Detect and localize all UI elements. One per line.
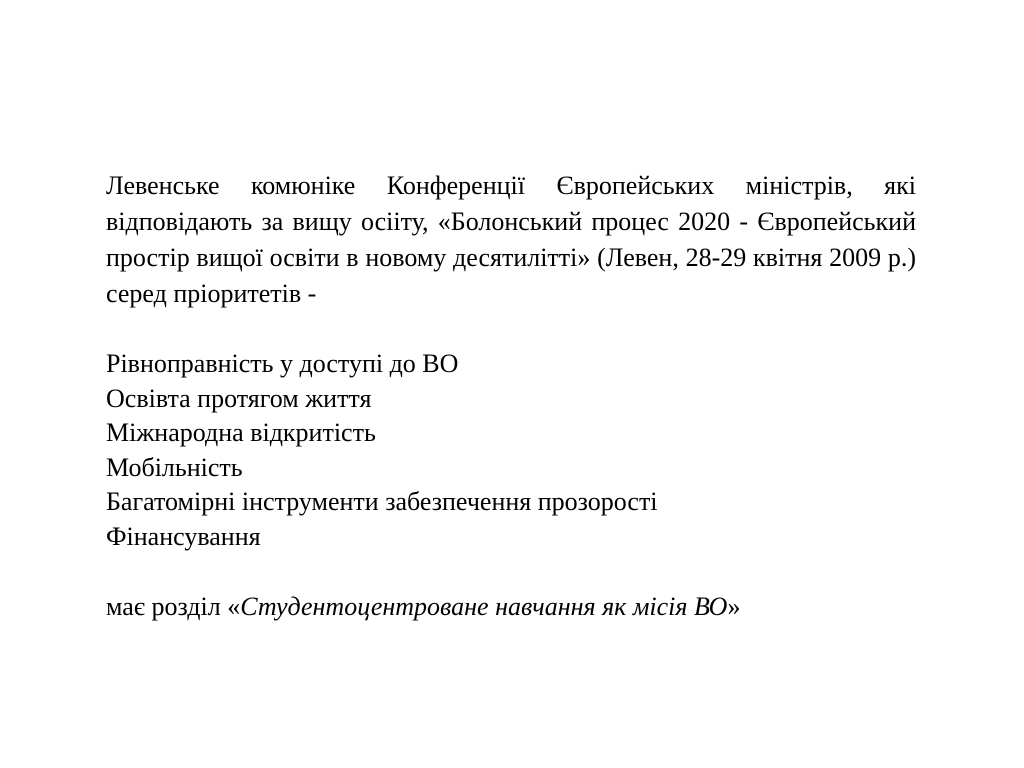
priority-item-international-openness: Міжнародна відкритість — [106, 418, 376, 447]
priority-item-transparency-tools: Багатомірні інструменти забезпечення прозорості — [106, 487, 658, 516]
spacer — [106, 554, 916, 589]
closing-prefix: має розділ « — [106, 592, 241, 621]
intro-paragraph: Левенське комюніке Конференції Європейських міністрів, які відповідають за вищу осііту, «Болонський процес 2020 - Європейський простір вищої освіти в новому десятилітті» (Левен, 28-29 квітня 2009 р.) серед пріоритетів - — [106, 171, 916, 308]
priority-item-funding: Фінансування — [106, 521, 261, 551]
spacer — [106, 312, 916, 347]
priority-item-mobility: Мобільність — [106, 452, 243, 482]
closing-emphasis: Студентоцентроване навчання як місія ВО — [240, 592, 728, 621]
priorities-list — [106, 347, 916, 554]
slide-body — [106, 168, 916, 625]
priority-item-lifelong-learning: Освівта протягом життя — [106, 383, 372, 413]
priority-item-equality: Рівноправність у доступі до ВО — [106, 349, 459, 378]
closing-suffix: » — [727, 592, 741, 621]
closing-line — [106, 589, 916, 625]
